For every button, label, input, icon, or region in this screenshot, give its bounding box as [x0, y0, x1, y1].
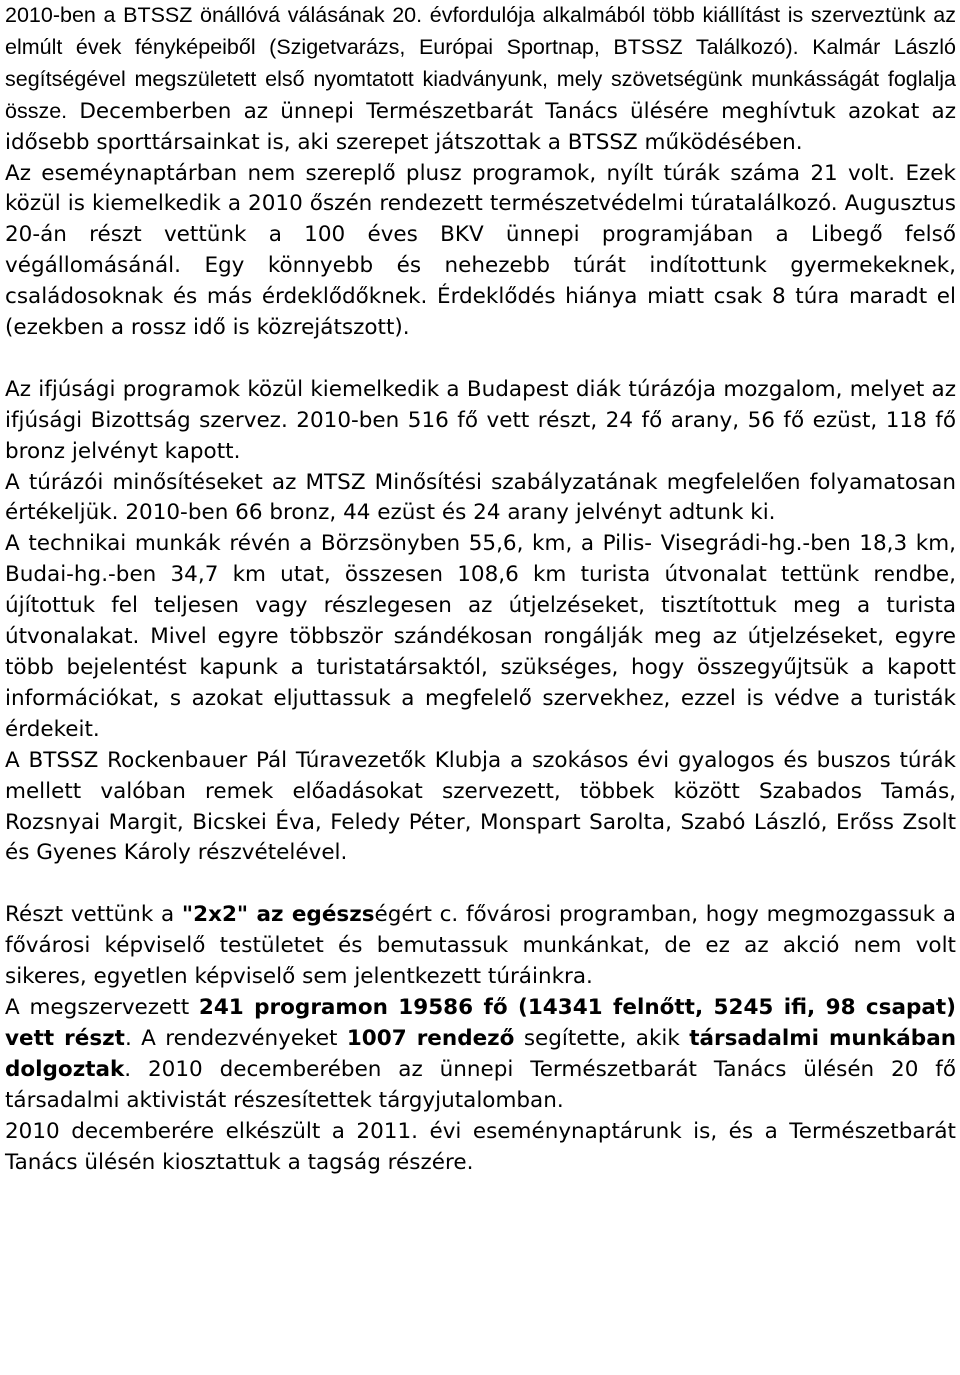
- paragraph-statistics-bold-3: társadalmi munkában dolgoztak: [5, 1025, 957, 1082]
- paragraph-statistics-text-2: . A rendezvényeket: [124, 1025, 347, 1051]
- paragraph-programs-text-3: Augusztus 20-án részt vettünk a 100 éves BKV ünnepi programjában a Libegő felső végállomásánál.: [5, 191, 956, 279]
- paragraph-technical-work-text-2: Mivel egyre többször szándékosan rongálják meg az útjelzéseket, egyre több bejelentést kapunk a turistatársaktól, szükséges, hogy összegyűjtsük a kapott információkat, s azokat eljuttassuk a megfelelő szervekhez, ezzel is védve a turisták érdekeit.: [5, 624, 956, 742]
- paragraph-qualifications: [5, 468, 956, 530]
- paragraph-anniversary: [5, 0, 956, 159]
- paragraph-guide-club-text: A BTSSZ Rockenbauer Pál Túravezetők Klubja a szokásos évi gyalogos és buszos túrák mellett valóban remek előadásokat szervezett, többek között Szabados Tamás, Rozsnyai Margit, Bicskei Éva, Feledy Péter, Monspart Sarolta, Szabó László, Erőss Zsolt és Gyenes Károly részvételével.: [5, 747, 956, 866]
- paragraph-2x2-text-2: égért c. fővárosi programban, hogy megmozgassuk a fővárosi képviselő testületet és bemutassuk munkánkat, de ez az akció nem volt sikeres, egyetlen képviselő sem jelentkezett túráinkra.: [5, 902, 956, 990]
- paragraph-2x2-text-1: Részt vettünk a: [5, 902, 182, 928]
- paragraph-statistics-bold-2: 1007 rendező: [346, 1025, 515, 1051]
- paragraph-statistics-text-3: segítette, akik: [514, 1025, 690, 1051]
- paragraph-programs-text-2: Ezek közül is kiemelkedik a 2010 őszén rendezett természetvédelmi túratalálkozó.: [5, 160, 956, 217]
- paragraph-2x2-bold: "2x2" az egészs: [181, 902, 375, 928]
- paragraph-programs-text-4: Egy könnyebb és nehezebb túrát indítottunk gyermekeknek, családosoknak és más érdeklődőknek. Érdeklődés hiánya miatt csak 8 túra maradt el (ezekben a rossz idő is közrejátszott).: [5, 253, 956, 341]
- paragraph-statistics: [5, 993, 956, 1117]
- paragraph-youth: [5, 375, 956, 468]
- paragraph-event-calendar-text: 2010 decemberére elkészült a 2011. évi eseménynaptárunk is, és a Természetbarát Tanács ülésén kiosztattuk a tagság részére.: [5, 1118, 956, 1175]
- document-page: [5, 0, 956, 1178]
- paragraph-qualifications-text-1: A túrázói minősítéseket az MTSZ Minősítési szabályzatának megfelelően folyamatosan értékeljük.: [5, 469, 956, 526]
- paragraph-guide-club: [5, 746, 956, 870]
- paragraph-statistics-text-1: A megszervezett: [5, 994, 199, 1020]
- paragraph-programs: [5, 159, 956, 344]
- paragraph-2x2-program: [5, 900, 956, 993]
- paragraph-qualifications-text-2: 2010-ben 66 bronz, 44 ezüst és 24 arany jelvényt adtunk ki.: [125, 500, 776, 526]
- paragraph-anniversary-text-1: 2010-ben a BTSSZ önállóvá válásának 20. évfordulója alkalmából több kiállítást is szerveztünk az elmúlt évek fényképeiből (Szigetvarázs, Európai Sportnap, BTSSZ Találkozó). Kalmár László segítségével megszületett első nyomtatott kiadványunk, mely szövetségünk munkásságát foglalja össze.: [5, 3, 956, 123]
- paragraph-programs-text-1: Az eseméynaptárban nem szereplő plusz programok, nyílt túrák száma 21 volt.: [5, 160, 896, 186]
- paragraph-event-calendar: [5, 1117, 956, 1179]
- paragraph-youth-text-2: 2010-ben 516 fő vett részt, 24 fő arany, 56 fő ezüst, 118 fő bronz jelvényt kapott.: [5, 407, 956, 464]
- paragraph-youth-text-1: Az ifjúsági programok közül kiemelkedik a Budapest diák túrázója mozgalom, melyet az ifjúsági Bizottság szervez.: [5, 376, 956, 433]
- paragraph-statistics-text-4: . 2010 decemberében az ünnepi Természetbarát Tanács ülésén 20 fő társadalmi aktivistát részesítettek tárgyjutalomban.: [5, 1056, 956, 1113]
- paragraph-technical-work-text-1: A technikai munkák révén a Börzsönyben 55,6, km, a Pilis- Visegrádi-hg.-ben 18,3 km, Budai-hg.-ben 34,7 km utat, összesen 108,6 km turista útvonalat tettünk rendbe, újítottuk fel teljesen vagy részlegesen az útjelzéseket, tisztítottuk meg a turista útvonalakat.: [5, 531, 956, 650]
- paragraph-statistics-bold-1: 241 programon 19586 fő (14341 felnőtt, 5245 ifi, 98 csapat) vett részt: [5, 994, 956, 1051]
- paragraph-technical-work: [5, 529, 956, 745]
- paragraph-anniversary-text-2: Decemberben az ünnepi Természetbarát Tanács ülésére meghívtuk azokat az idősebb sporttársainkat is, aki szerepet játszottak a BTSSZ működésében.: [5, 98, 956, 155]
